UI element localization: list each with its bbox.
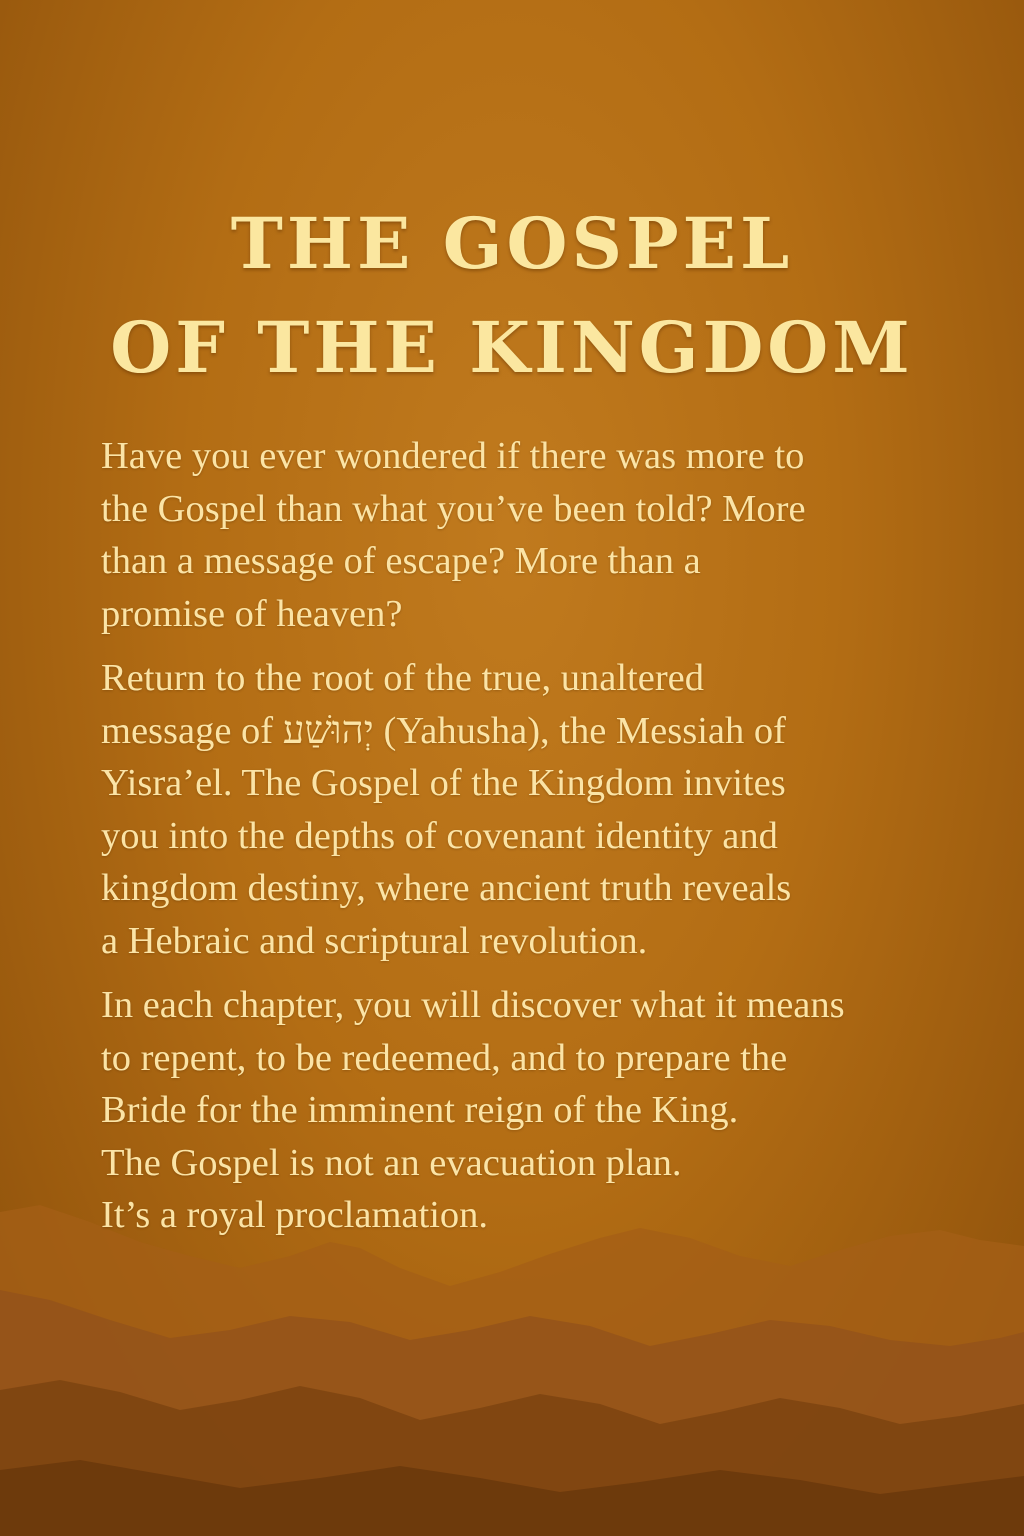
paragraph-return-to-root [101,652,981,967]
text-line: In each chapter, you will discover what it means [101,984,845,1026]
text-line: Yisra’el. The Gospel of the Kingdom invites [101,762,786,804]
text-line: Have you ever wondered if there was more to [101,435,805,477]
paragraph-intro [101,430,981,640]
text-line: Return to the root of the true, unaltered [101,657,704,699]
text-line: message of יְהוּשַׁע (Yahusha), the Messiah of [101,709,786,752]
text-line: The Gospel is not an evacuation plan. [101,1141,682,1184]
text-line: than a message of escape? More than a [101,540,701,582]
text-line: promise of heaven? [101,592,403,635]
text-line: to repent, to be redeemed, and to prepare the [101,1036,788,1079]
page-title [0,192,1024,400]
text-line: kingdom destiny, where ancient truth reveals [101,867,792,909]
description-text [101,430,981,1254]
text-line: Bride for the imminent reign of the King. [101,1089,739,1131]
title-line-2: OF THE KINGDOM [110,306,914,389]
text-line: you into the depths of covenant identity and [101,814,778,857]
text-line: a Hebraic and scriptural revolution. [101,919,648,962]
paragraph-each-chapter [101,979,981,1242]
text-line: the Gospel than what you’ve been told? More [101,487,806,530]
text-line: It’s a royal proclamation. [101,1194,489,1236]
title-line-1: THE GOSPEL [230,202,794,285]
